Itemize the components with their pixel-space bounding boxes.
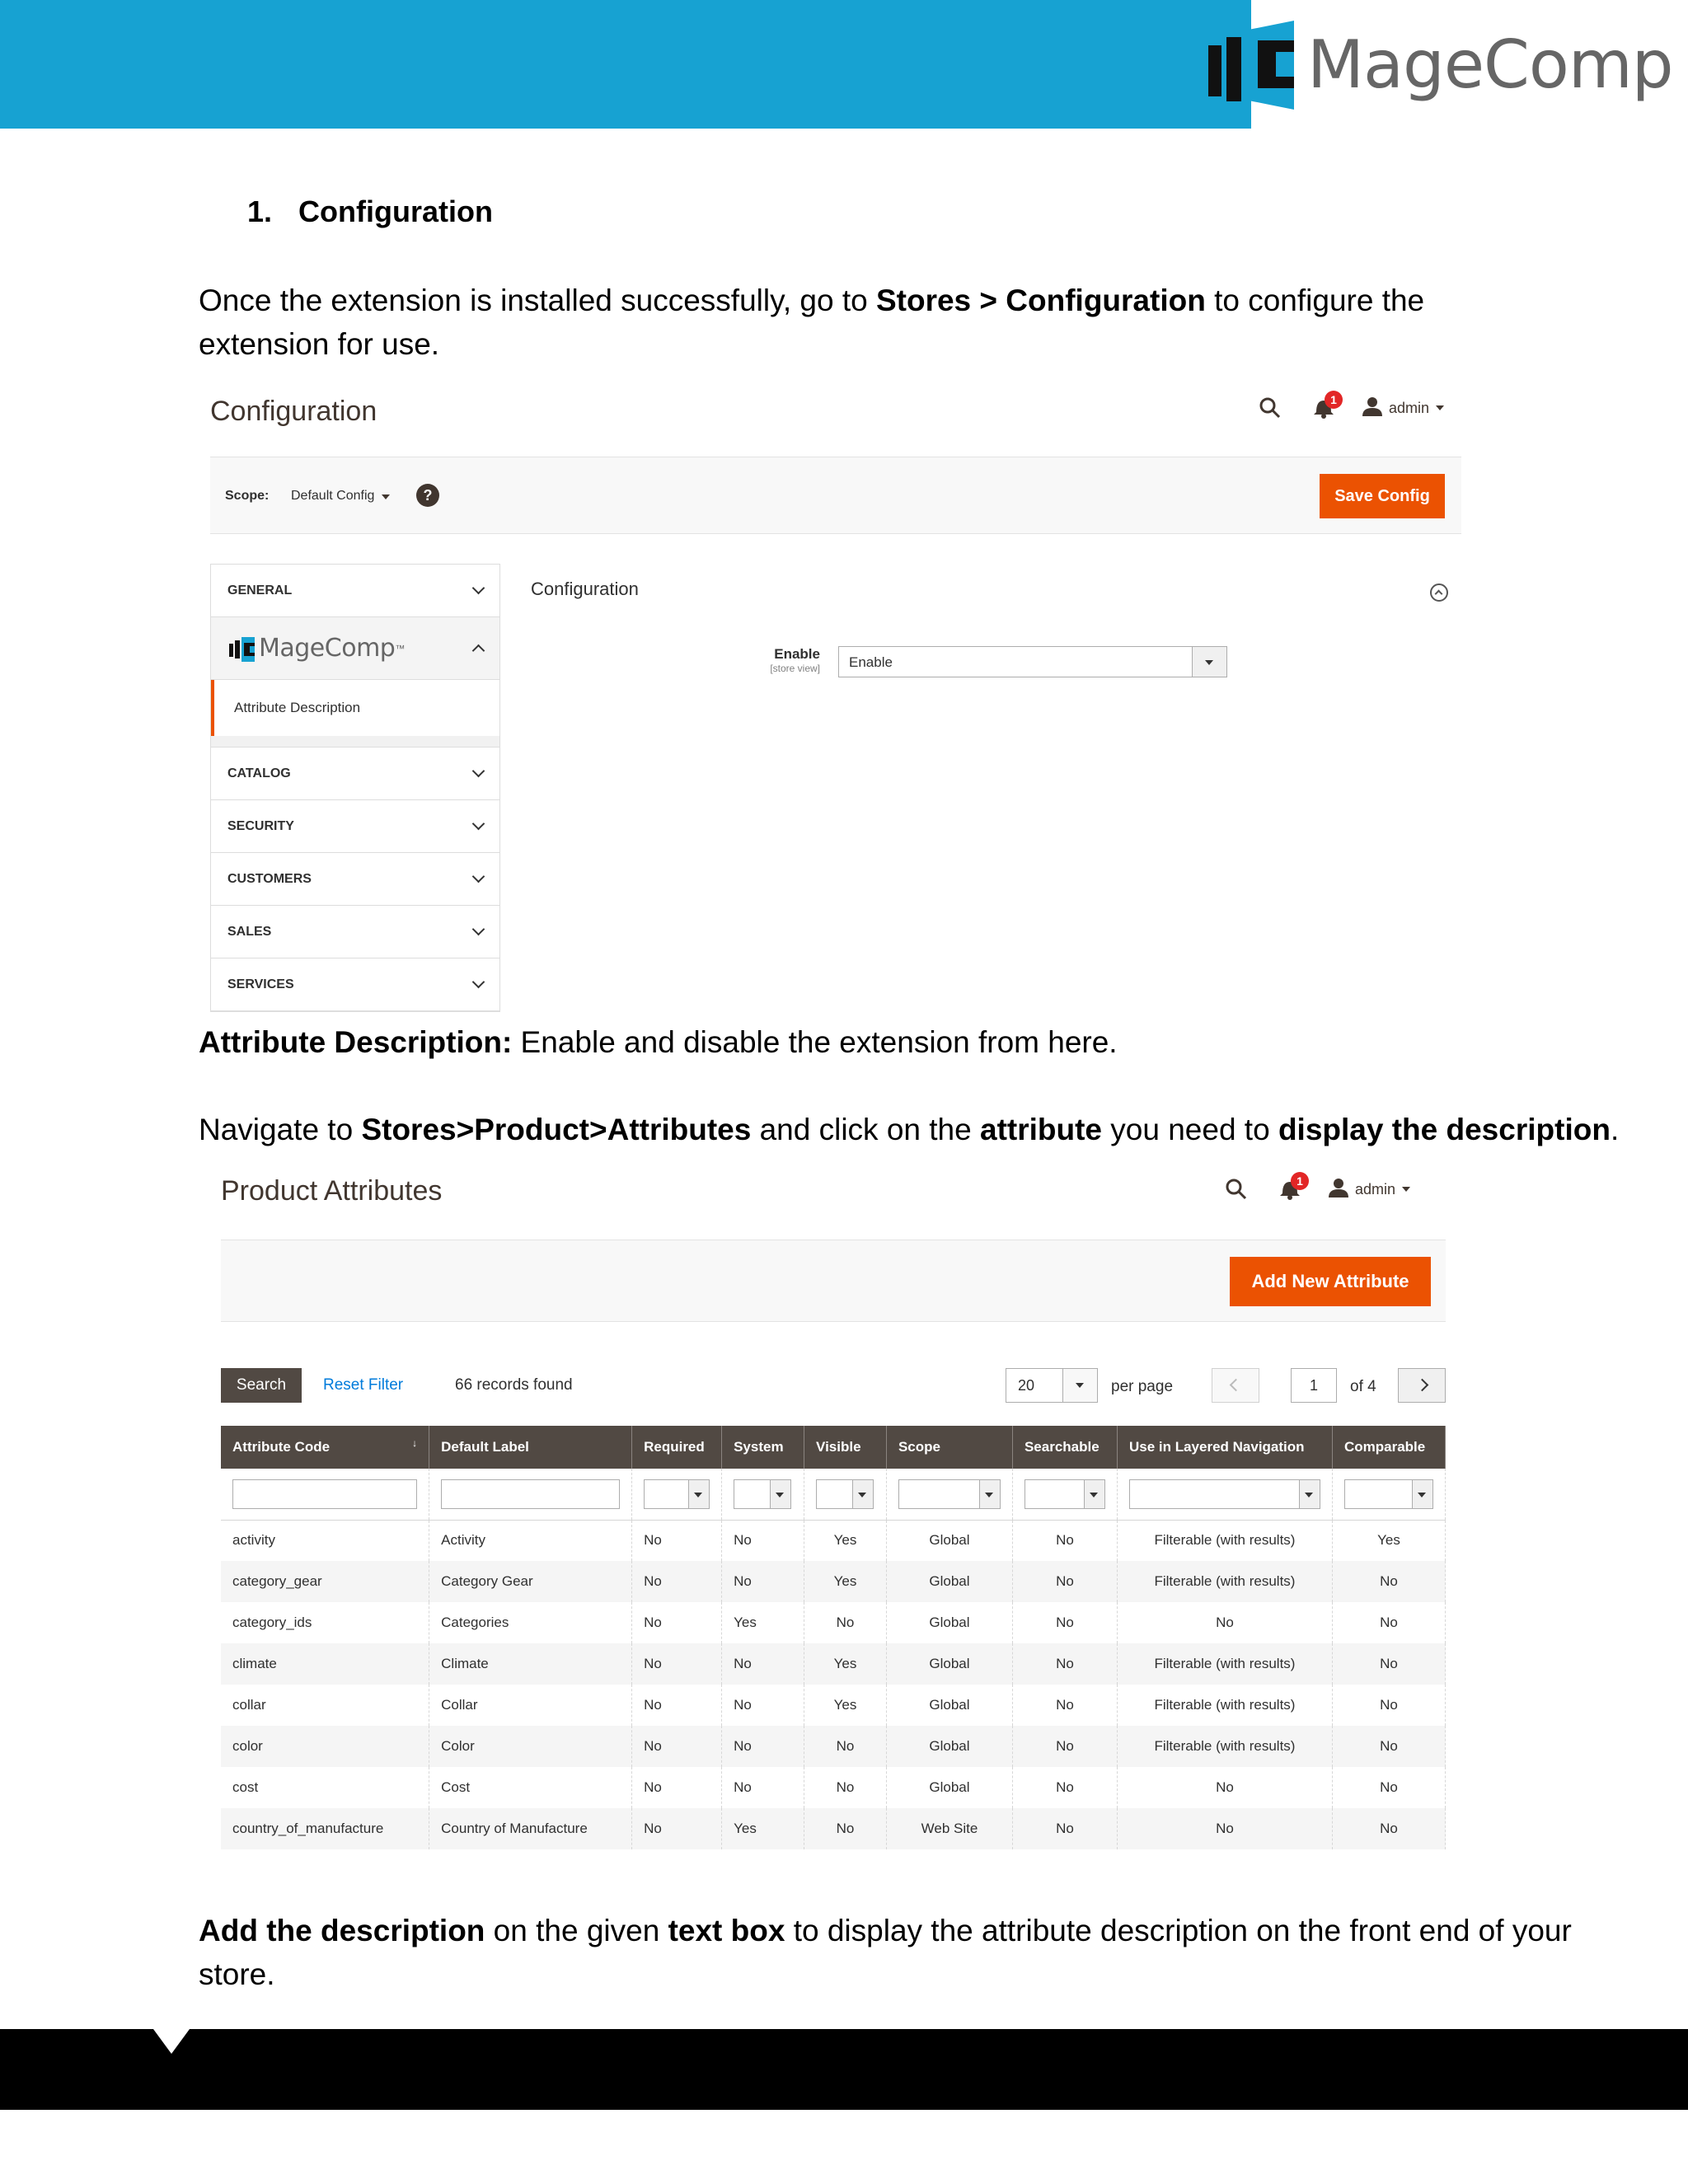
chevron-right-icon: [1415, 1378, 1428, 1391]
table-cell: collar: [221, 1685, 429, 1726]
table-cell: No: [1012, 1767, 1117, 1808]
table-cell: Yes: [804, 1685, 887, 1726]
table-cell: No: [1012, 1808, 1117, 1849]
layered-navigation-filter-select[interactable]: [1129, 1479, 1320, 1509]
table-cell: No: [632, 1808, 722, 1849]
table-cell: No: [804, 1808, 887, 1849]
search-icon[interactable]: [1225, 1178, 1248, 1201]
search-button[interactable]: Search: [221, 1368, 302, 1403]
default-label-filter[interactable]: [441, 1479, 620, 1509]
chevron-down-icon: [472, 976, 485, 989]
chevron-down-icon[interactable]: [1402, 1187, 1410, 1192]
config-page-title: Configuration: [210, 396, 377, 427]
add-desc-text-1: on the given: [485, 1914, 668, 1947]
field-label: Enable: [774, 646, 820, 662]
add-desc-text-2: to display the attribute description on the front end of your store.: [199, 1914, 1572, 1991]
add-desc-bold-1: Add the description: [199, 1914, 485, 1947]
intro-text-2: to configure the extension for use.: [199, 284, 1425, 361]
table-cell: No: [1332, 1602, 1445, 1643]
section-title: Configuration: [298, 194, 493, 228]
configuration-screenshot: [210, 387, 1463, 1014]
per-page-value: 20: [1018, 1377, 1035, 1394]
table-cell: country_of_manufacture: [221, 1808, 429, 1849]
enable-select[interactable]: [838, 646, 1227, 677]
tab-divider: [211, 736, 499, 748]
logo-text: MageComp: [1307, 26, 1673, 103]
section-number: 1.: [247, 194, 273, 228]
records-count: 66 records found: [455, 1376, 573, 1394]
searchable-filter-select[interactable]: [1025, 1479, 1105, 1509]
chevron-down-icon: [1205, 660, 1213, 665]
table-cell: No: [722, 1726, 804, 1767]
attribute-code-filter[interactable]: [232, 1479, 417, 1509]
nav-bold-1: Stores>Product>Attributes: [361, 1113, 752, 1146]
table-cell: activity: [221, 1520, 429, 1561]
table-cell: No: [722, 1685, 804, 1726]
table-cell: No: [1117, 1602, 1332, 1643]
table-cell: color: [221, 1726, 429, 1767]
reset-filter-link[interactable]: Reset Filter: [323, 1376, 404, 1394]
tab-services[interactable]: [211, 958, 499, 1011]
magecomp-logo: [1202, 15, 1673, 114]
table-row[interactable]: [221, 1726, 1446, 1767]
table-cell: No: [804, 1726, 887, 1767]
chevron-down-icon: [472, 582, 485, 595]
next-page-button[interactable]: [1398, 1368, 1446, 1403]
chevron-up-icon: [472, 644, 485, 658]
magecomp-logo-icon: [1202, 16, 1297, 113]
sort-arrow-icon: ↓: [412, 1437, 418, 1449]
table-cell: No: [1012, 1643, 1117, 1685]
table-cell: No: [1012, 1602, 1117, 1643]
scope-switcher[interactable]: Default Config: [291, 489, 375, 503]
chevron-left-icon: [1229, 1378, 1242, 1391]
scope-label: Scope:: [225, 489, 270, 503]
page-number-input[interactable]: 1: [1291, 1368, 1337, 1403]
table-cell: No: [1012, 1520, 1117, 1561]
sidebar-item-attribute-description[interactable]: [211, 680, 499, 736]
chevron-down-icon[interactable]: [1436, 405, 1444, 410]
prev-page-button[interactable]: [1212, 1368, 1259, 1403]
user-menu[interactable]: admin: [1389, 399, 1430, 416]
save-config-button[interactable]: Save Config: [1320, 474, 1445, 518]
column-header[interactable]: Comparable: [1332, 1426, 1445, 1469]
attributes-page-title: Product Attributes: [221, 1175, 443, 1207]
search-icon[interactable]: [1259, 396, 1282, 419]
table-cell: Category Gear: [429, 1561, 632, 1602]
attr-desc-bold: Attribute Description:: [199, 1025, 513, 1059]
table-cell: Yes: [804, 1561, 887, 1602]
table-cell: No: [1332, 1808, 1445, 1849]
table-cell: Filterable (with results): [1117, 1643, 1332, 1685]
column-header[interactable]: [221, 1426, 429, 1469]
tab-label: SALES: [227, 924, 272, 939]
attributes-header-icons: [1225, 1174, 1410, 1202]
table-row[interactable]: [221, 1602, 1446, 1643]
table-cell: No: [1332, 1767, 1445, 1808]
nav-bold-3: display the description: [1278, 1113, 1611, 1146]
column-header-label: Attribute Code: [232, 1439, 331, 1455]
magecomp-small-logo-icon: [227, 635, 256, 662]
table-cell: No: [632, 1726, 722, 1767]
table-cell: No: [1332, 1685, 1445, 1726]
page-total: of 4: [1350, 1378, 1376, 1395]
per-page-label: per page: [1111, 1378, 1174, 1395]
enable-field-label: [705, 646, 820, 674]
intro-text-1: Once the extension is installed successfully, go to: [199, 284, 876, 317]
tab-sales[interactable]: [211, 906, 499, 958]
system-filter-select[interactable]: [734, 1479, 791, 1509]
navigate-paragraph: [199, 1108, 1649, 1151]
table-cell: No: [1012, 1726, 1117, 1767]
add-description-paragraph: [199, 1909, 1600, 1996]
column-header[interactable]: System: [722, 1426, 804, 1469]
tab-customers[interactable]: [211, 853, 499, 906]
filter-row: [221, 1469, 1446, 1520]
intro-bold-1: Stores > Configuration: [875, 284, 1206, 317]
footer-notch: [153, 2029, 190, 2054]
question-circle-icon[interactable]: ?: [416, 484, 439, 507]
table-row[interactable]: [221, 1767, 1446, 1808]
table-row[interactable]: [221, 1561, 1446, 1602]
config-header-icons: [1259, 393, 1444, 420]
nav-text-3: you need to: [1102, 1113, 1278, 1146]
chevron-down-icon: [472, 923, 485, 936]
table-cell: Climate: [429, 1643, 632, 1685]
table-cell: Color: [429, 1726, 632, 1767]
table-cell: No: [632, 1602, 722, 1643]
column-header[interactable]: Use in Layered Navigation: [1117, 1426, 1332, 1469]
table-cell: No: [722, 1643, 804, 1685]
intro-paragraph: [199, 279, 1451, 366]
tab-label: GENERAL: [227, 583, 293, 598]
tab-label: CATALOG: [227, 766, 291, 780]
scope-bar: [210, 457, 1461, 534]
column-header[interactable]: Searchable: [1012, 1426, 1117, 1469]
nav-text-4: .: [1610, 1113, 1620, 1146]
table-row[interactable]: [221, 1520, 1446, 1561]
table-cell: Global: [886, 1602, 1012, 1643]
table-cell: Global: [886, 1767, 1012, 1808]
add-desc-bold-2: text box: [668, 1914, 785, 1947]
nav-bold-2: attribute: [980, 1113, 1102, 1146]
add-new-attribute-button[interactable]: Add New Attribute: [1230, 1257, 1431, 1306]
header-band: [0, 0, 1251, 129]
table-cell: No: [1332, 1643, 1445, 1685]
table-cell: Yes: [804, 1520, 887, 1561]
user-icon: [1362, 396, 1382, 420]
table-cell: Yes: [804, 1643, 887, 1685]
column-header[interactable]: Scope: [886, 1426, 1012, 1469]
per-page-select[interactable]: [1006, 1368, 1098, 1403]
table-cell: No: [632, 1520, 722, 1561]
table-cell: Country of Manufacture: [429, 1808, 632, 1849]
column-header[interactable]: Visible: [804, 1426, 887, 1469]
tab-security[interactable]: [211, 800, 499, 853]
nav-text-2: and click on the: [751, 1113, 980, 1146]
table-cell: Global: [886, 1520, 1012, 1561]
table-cell: cost: [221, 1767, 429, 1808]
table-cell: Yes: [722, 1602, 804, 1643]
table-cell: No: [1332, 1561, 1445, 1602]
visible-filter-select[interactable]: [816, 1479, 874, 1509]
chevron-down-icon: [472, 818, 485, 831]
notifications-bell-icon[interactable]: [1313, 393, 1338, 420]
table-cell: No: [1117, 1767, 1332, 1808]
config-tabs: [210, 564, 500, 1012]
user-menu[interactable]: admin: [1355, 1180, 1396, 1197]
attribute-description-paragraph: [199, 1020, 1517, 1064]
table-cell: No: [632, 1767, 722, 1808]
enable-select-value: Enable: [849, 654, 893, 670]
table-cell: climate: [221, 1643, 429, 1685]
sub-item-label: Attribute Description: [234, 700, 361, 715]
notification-count-badge: 1: [1325, 391, 1343, 409]
table-cell: category_gear: [221, 1561, 429, 1602]
table-cell: No: [632, 1643, 722, 1685]
footer-band: [0, 2029, 1688, 2110]
table-cell: Global: [886, 1643, 1012, 1685]
magecomp-tab-logo: [227, 634, 405, 663]
attr-desc-text: Enable and disable the extension from here.: [512, 1025, 1118, 1059]
required-filter-select[interactable]: [644, 1479, 710, 1509]
table-cell: Filterable (with results): [1117, 1561, 1332, 1602]
table-cell: No: [722, 1767, 804, 1808]
table-row[interactable]: [221, 1808, 1446, 1849]
user-icon: [1329, 1178, 1348, 1202]
tab-magecomp[interactable]: [211, 617, 499, 680]
table-cell: Activity: [429, 1520, 632, 1561]
scope-chevron-icon[interactable]: [382, 494, 390, 499]
table-cell: Web Site: [886, 1808, 1012, 1849]
field-scope: [store view]: [770, 663, 820, 674]
table-cell: Categories: [429, 1602, 632, 1643]
table-row[interactable]: [221, 1643, 1446, 1685]
notification-count-badge: 1: [1291, 1172, 1309, 1190]
nav-text-1: Navigate to: [199, 1113, 362, 1146]
scope-filter-select[interactable]: [898, 1479, 1001, 1509]
tab-label: SECURITY: [227, 818, 294, 833]
chevron-down-icon: [472, 765, 485, 778]
table-cell: No: [632, 1685, 722, 1726]
table-cell: Collar: [429, 1685, 632, 1726]
section-heading: [247, 194, 493, 229]
table-cell: Cost: [429, 1767, 632, 1808]
table-cell: Yes: [1332, 1520, 1445, 1561]
tab-label: CUSTOMERS: [227, 871, 312, 886]
table-cell: Filterable (with results): [1117, 1726, 1332, 1767]
table-cell: Global: [886, 1685, 1012, 1726]
table-row[interactable]: [221, 1685, 1446, 1726]
column-header[interactable]: Required: [632, 1426, 722, 1469]
table-cell: No: [804, 1767, 887, 1808]
grid-header-row: [221, 1426, 1446, 1469]
table-cell: No: [722, 1520, 804, 1561]
product-attributes-screenshot: [221, 1170, 1446, 1863]
table-cell: No: [1117, 1808, 1332, 1849]
table-cell: Filterable (with results): [1117, 1520, 1332, 1561]
column-header[interactable]: Default Label: [429, 1426, 632, 1469]
table-cell: No: [1012, 1561, 1117, 1602]
chevron-down-icon: [472, 870, 485, 883]
table-cell: No: [1332, 1726, 1445, 1767]
table-cell: No: [1012, 1685, 1117, 1726]
attributes-grid: [221, 1426, 1446, 1849]
table-cell: Global: [886, 1561, 1012, 1602]
config-section-title[interactable]: Configuration: [531, 579, 639, 599]
tab-catalog[interactable]: [211, 748, 499, 800]
chevron-down-icon: [1076, 1383, 1084, 1388]
trademark-mark: ™: [395, 642, 406, 654]
comparable-filter-select[interactable]: [1344, 1479, 1433, 1509]
table-cell: Yes: [722, 1808, 804, 1849]
tab-general[interactable]: [211, 565, 499, 617]
magecomp-tab-text: MageComp: [259, 634, 396, 663]
notifications-bell-icon[interactable]: [1279, 1174, 1304, 1202]
table-cell: Global: [886, 1726, 1012, 1767]
page-actions-bar: [221, 1240, 1446, 1322]
tab-label: SERVICES: [227, 977, 294, 991]
table-cell: category_ids: [221, 1602, 429, 1643]
table-cell: No: [722, 1561, 804, 1602]
table-cell: No: [632, 1561, 722, 1602]
table-cell: No: [804, 1602, 887, 1643]
table-cell: Filterable (with results): [1117, 1685, 1332, 1726]
